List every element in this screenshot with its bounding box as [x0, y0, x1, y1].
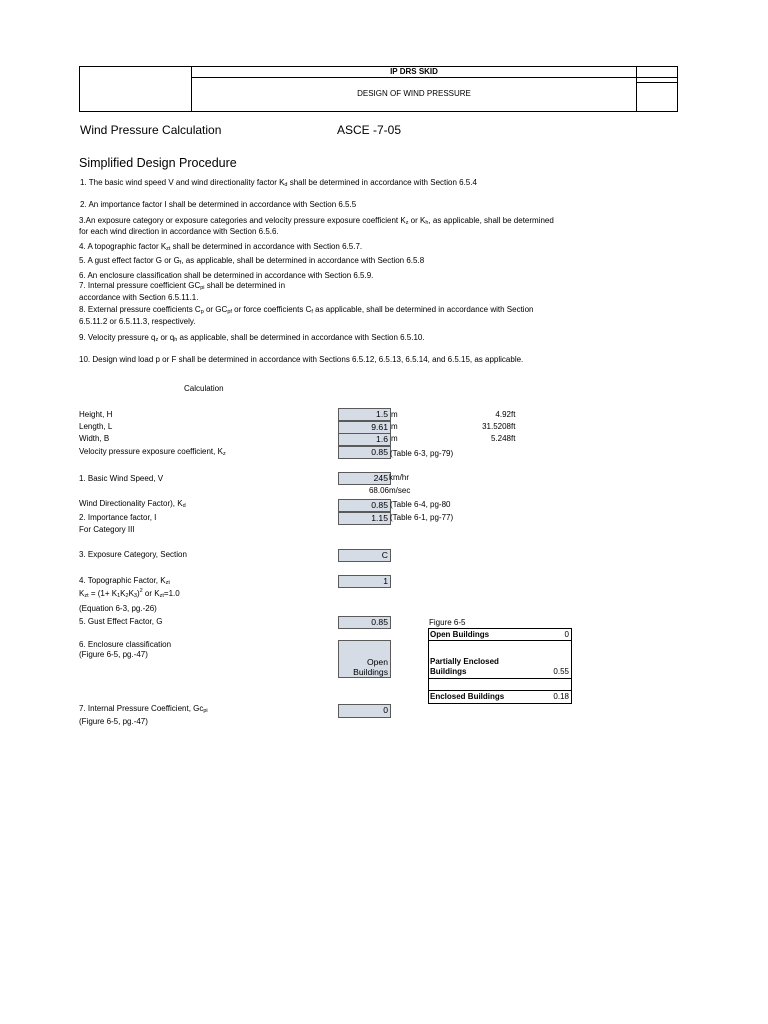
standard-title: ASCE -7-05	[337, 123, 402, 137]
gcpi-reference: (Figure 6-5, pg.-47)	[79, 717, 148, 726]
wind-speed-input[interactable]: 245	[338, 472, 391, 485]
header-divider	[191, 77, 678, 78]
gust-input[interactable]: 0.85	[338, 616, 391, 629]
height-input[interactable]: 1.5	[338, 408, 391, 421]
step-10: 10. Design wind load p or F shall be determined in accordance with Sections 6.5.12, 6.5.13, 6.5.14, and 6.5.15, as applicable.	[79, 355, 524, 364]
height-unit: m	[391, 410, 398, 419]
enclosure-value-line-1: Open	[366, 657, 388, 667]
length-ft-unit: ft	[511, 422, 516, 431]
table-row-divider-2	[428, 678, 572, 679]
step-3-line-2: for each wind direction in accordance with Section 6.5.6.	[79, 227, 279, 236]
wind-speed-ms-unit: m/sec	[389, 486, 411, 495]
gust-label: 5. Gust Effect Factor, G	[79, 617, 163, 626]
gcpi-input[interactable]: 0	[338, 704, 391, 718]
height-label: Height, H	[79, 410, 113, 419]
enclosure-label: 6. Enclosure classification	[79, 640, 172, 649]
exposure-input[interactable]: C	[338, 549, 391, 562]
enclosure-reference: (Figure 6-5, pg.-47)	[79, 650, 148, 659]
table-border-top	[428, 628, 572, 629]
page-title: Wind Pressure Calculation	[80, 123, 222, 137]
header-right-divider	[636, 82, 678, 83]
step-5: 5. A gust effect factor G or $G_f$, as applicable, shall be determined in accordance with Section 6.5.8	[79, 256, 425, 266]
width-unit: m	[391, 434, 398, 443]
table-row-divider-1	[428, 640, 572, 641]
kzt-input[interactable]: 1	[338, 575, 391, 588]
header-right-cell	[636, 66, 678, 112]
step-6: 6. An enclosure classification shall be determined in accordance with Section 6.5.9.	[79, 271, 374, 280]
length-label: Length, L	[79, 422, 113, 431]
importance-input[interactable]: 1.15	[338, 512, 391, 525]
width-label: Width, B	[79, 434, 110, 443]
table-border-bottom	[428, 703, 572, 704]
table-row-divider-3	[428, 690, 572, 691]
table-row-open-value: 0	[564, 630, 569, 639]
step-8-line-1: 8. External pressure coefficients $C_p$ or $GC_{pf}$ or force coefficients $C_f$ as applicable, shall be determined in accordance with Section	[79, 305, 534, 315]
table-row-open-label: Open Buildings	[430, 630, 490, 639]
step-2: 2. An importance factor I shall be determined in accordance with Section 6.5.5	[80, 200, 357, 209]
step-7-line-2: accordance with Section 6.5.11.1.	[79, 293, 199, 302]
length-input[interactable]: 9.61	[338, 421, 391, 434]
importance-label: 2. Importance factor, I	[79, 513, 157, 522]
header-project: IP DRS SKID	[390, 67, 438, 76]
exposure-label: 3. Exposure Category, Section	[79, 550, 187, 559]
section-title: Simplified Design Procedure	[79, 156, 237, 170]
table-row-partial-label: Partially Enclosed Buildings	[430, 657, 499, 676]
step-3-line-1: 3.An exposure category or exposure categories and velocity pressure exposure coefficient $K_z$ or $K_h$, as applicable, shall be determined	[79, 216, 554, 226]
figure-title: Figure 6-5	[429, 618, 466, 627]
height-ft: 4.92	[495, 410, 511, 419]
kzt-equation-ref: (Equation 6-3, pg.-26)	[79, 604, 157, 613]
step-7-line-1: 7. Internal pressure coefficient $GC_{pi}$ shall be determined in	[79, 281, 286, 291]
kd-input[interactable]: 0.85	[338, 499, 391, 512]
kz-label: Velocity pressure exposure coefficient, $K_z$	[79, 447, 226, 457]
table-row-enclosed-value: 0.18	[553, 692, 569, 701]
width-ft: 5.248	[490, 434, 511, 443]
kzt-equation: $K_{zt} = (1+ K_1K_2K_3)^2$ or $K_{zt}=1.0$	[79, 588, 180, 599]
height-ft-unit: ft	[511, 410, 516, 419]
kzt-label: 4. Topographic Factor, $K_{zt}$	[79, 576, 170, 586]
importance-note: For Category III	[79, 525, 135, 534]
header-left-cell	[79, 66, 192, 112]
wind-speed-label: 1. Basic Wind Speed, V	[79, 474, 164, 483]
table-row-enclosed-label: Enclosed Buildings	[430, 692, 505, 701]
step-9: 9. Velocity pressure $q_z$ or $q_h$ as applicable, shall be determined in accordance with Section 6.5.10.	[79, 333, 425, 343]
width-input[interactable]: 1.6	[338, 433, 391, 446]
step-4: 4. A topographic factor $K_{zt}$ shall be determined in accordance with Section 6.5.7.	[79, 242, 363, 252]
kd-reference: (Table 6-4, pg-80	[390, 500, 451, 509]
table-row-partial-value: 0.55	[553, 667, 569, 676]
calc-heading: Calculation	[184, 384, 224, 393]
kz-input[interactable]: 0.85	[338, 446, 391, 459]
header-doc-title: DESIGN OF WIND PRESSURE	[357, 89, 471, 98]
importance-reference: (Table 6-1, pg-77)	[390, 513, 454, 522]
length-ft: 31.5208	[482, 422, 511, 431]
enclosure-input[interactable]	[338, 640, 391, 678]
width-ft-unit: ft	[511, 434, 516, 443]
step-8-line-2: 6.5.11.2 or 6.5.11.3, respectively.	[79, 317, 196, 326]
length-unit: m	[391, 422, 398, 431]
kz-reference: (Table 6-3, pg-79)	[390, 449, 454, 458]
enclosure-value-line-2: Buildings	[353, 667, 388, 677]
gcpi-label: 7. Internal Pressure Coefficient, $Gc_{pi}$	[79, 704, 208, 714]
wind-speed-ms: 68.06	[368, 486, 389, 495]
step-1: 1. The basic wind speed V and wind directionality factor $K_d$ shall be determined in accordance with Section 6.5.4	[80, 178, 477, 188]
wind-speed-unit: km/hr	[389, 473, 409, 482]
kd-label: Wind Directionality Factor), $K_d$	[79, 499, 186, 509]
